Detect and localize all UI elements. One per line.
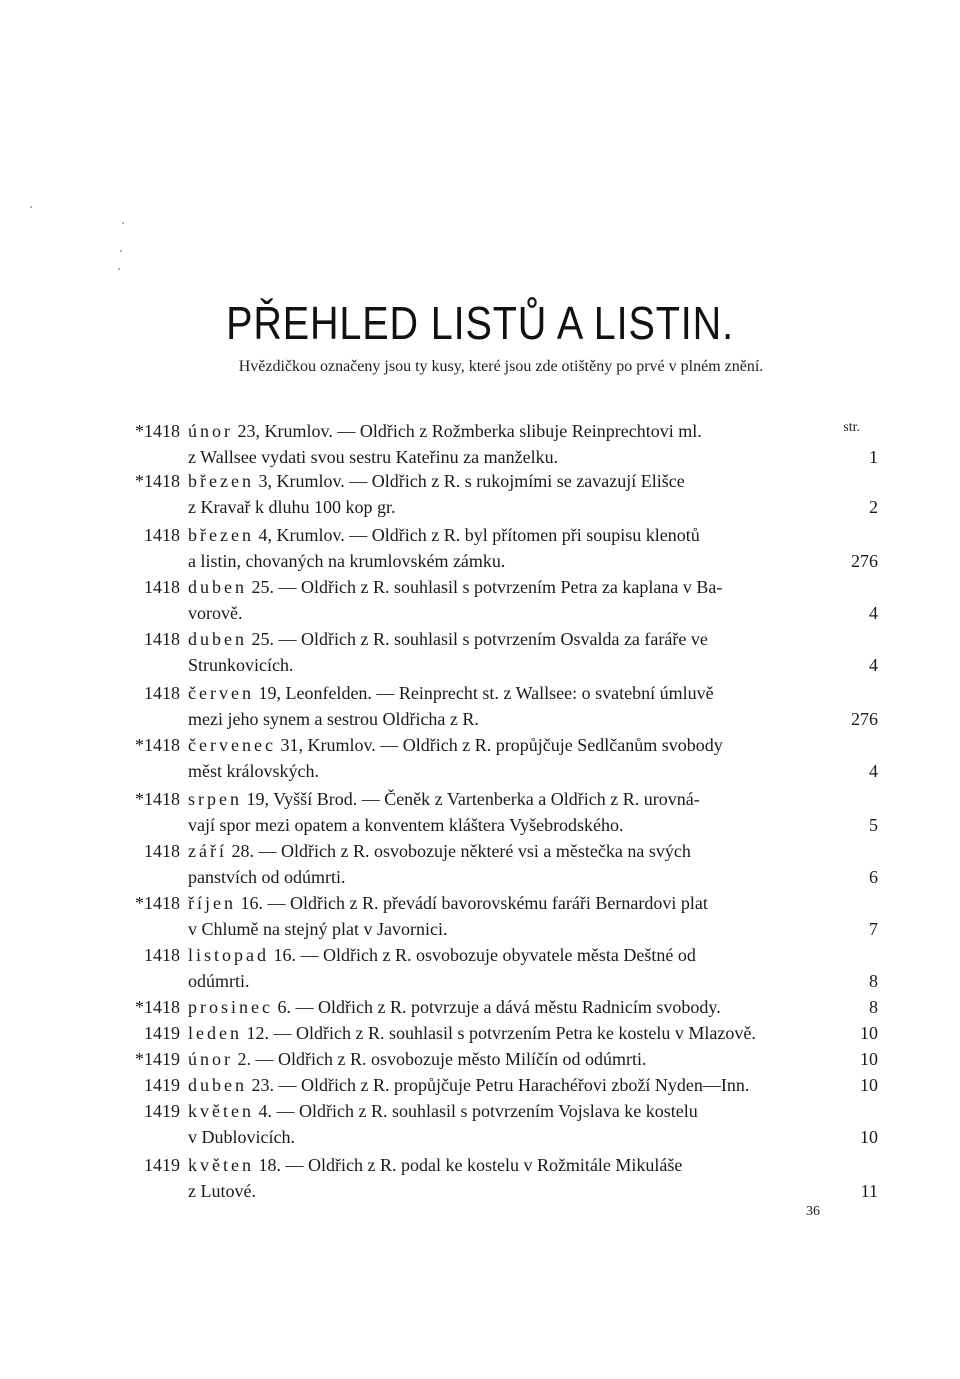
entry-text: 6. — Oldřich z R. potvrzuje a dává městu Radnicím svobody. bbox=[272, 997, 721, 1017]
entry-text: 23. — Oldřich z R. propůjčuje Petru Harachéřovi zboží Nyden—Inn. bbox=[247, 1075, 750, 1095]
entry-text-cont: vorově. bbox=[188, 603, 243, 623]
entry-date: prosinec bbox=[188, 997, 273, 1017]
entry-year: *1418 bbox=[135, 997, 180, 1017]
entry-text: 2. — Oldřich z R. osvobozuje město Milíčín od odúmrti. bbox=[233, 1049, 647, 1069]
entry-date: březen bbox=[188, 471, 254, 491]
entry-page: 6 bbox=[869, 867, 878, 887]
entry-date: leden bbox=[188, 1023, 242, 1043]
entry-year: 1418 bbox=[144, 945, 180, 965]
entry-page: 276 bbox=[851, 709, 878, 729]
entry-text: 4, Krumlov. — Oldřich z R. byl přítomen při soupisu klenotů bbox=[253, 525, 700, 545]
entry-year: 1418 bbox=[144, 525, 180, 545]
entry-text: 25. — Oldřich z R. souhlasil s potvrzením Petra za kaplana v Ba- bbox=[247, 577, 723, 597]
entry-date: listopad bbox=[188, 945, 269, 965]
entry-date: květen bbox=[188, 1101, 254, 1121]
entry-date: březen bbox=[188, 525, 254, 545]
entry-date: červen bbox=[188, 683, 254, 703]
entry-date: duben bbox=[188, 1075, 247, 1095]
entry-text: 12. — Oldřich z R. souhlasil s potvrzením Petra ke kostelu v Mlazově. bbox=[241, 1023, 756, 1043]
entry-page: 8 bbox=[869, 997, 878, 1017]
entry-text-cont: a listin, chovaných na krumlovském zámku. bbox=[188, 551, 506, 571]
entry-date: květen bbox=[188, 1155, 254, 1175]
scan-speck bbox=[118, 268, 120, 270]
entry-date: červenec bbox=[188, 735, 276, 755]
entry-text-cont: v Chlumě na stejný plat v Javornici. bbox=[188, 919, 448, 939]
entry-date: říjen bbox=[188, 893, 236, 913]
entry-page: 7 bbox=[869, 919, 878, 939]
page-title: PŘEHLED LISTŮ A LISTIN. bbox=[226, 297, 734, 349]
entry-text-cont: v Dublovicích. bbox=[188, 1127, 295, 1147]
entry-year: 1418 bbox=[144, 683, 180, 703]
entry-text: 28. — Oldřich z R. osvobozuje některé vsi a městečka na svých bbox=[226, 841, 691, 861]
entry-date: září bbox=[188, 841, 227, 861]
entry-date: srpen bbox=[188, 789, 242, 809]
entry-text-cont: měst královských. bbox=[188, 761, 319, 781]
entry-year: 1419 bbox=[144, 1155, 180, 1175]
entry-text-cont: vají spor mezi opatem a konventem kláštera Vyšebrodského. bbox=[188, 815, 624, 835]
scan-speck bbox=[122, 222, 124, 224]
entry-year: *1418 bbox=[135, 893, 180, 913]
entry-year: *1418 bbox=[135, 789, 180, 809]
scan-speck bbox=[120, 250, 122, 252]
entry-text: 23, Krumlov. — Oldřich z Rožmberka slibuje Reinprechtovi ml. bbox=[233, 421, 702, 441]
entry-page: 10 bbox=[860, 1127, 878, 1147]
entry-text: 18. — Oldřich z R. podal ke kostelu v Rožmitále Mikuláše bbox=[253, 1155, 683, 1175]
entry-year: *1418 bbox=[135, 735, 180, 755]
scan-speck bbox=[30, 206, 32, 208]
entry-text-cont: z Kravař k dluhu 100 kop gr. bbox=[188, 497, 396, 517]
entry-page: 10 bbox=[860, 1049, 878, 1069]
entry-text-cont: z Wallsee vydati svou sestru Kateřinu za manželku. bbox=[188, 447, 559, 467]
entry-page: 4 bbox=[869, 603, 878, 623]
entry-page: 10 bbox=[860, 1023, 878, 1043]
entry-page: 276 bbox=[851, 551, 878, 571]
entry-year: 1418 bbox=[144, 629, 180, 649]
page-column-label: str. bbox=[843, 420, 860, 435]
entry-page: 10 bbox=[860, 1075, 878, 1095]
entry-year: 1418 bbox=[144, 841, 180, 861]
entry-date: duben bbox=[188, 577, 247, 597]
entry-page: 4 bbox=[869, 761, 878, 781]
entry-year: *1418 bbox=[135, 471, 180, 491]
entry-year: *1419 bbox=[135, 1049, 180, 1069]
entry-date: únor bbox=[188, 421, 233, 441]
entry-text: 31, Krumlov. — Oldřich z R. propůjčuje Sedlčanům svobody bbox=[275, 735, 723, 755]
entry-text: 19, Vyšší Brod. — Čeněk z Vartenberka a Oldřich z R. urovná- bbox=[242, 789, 700, 809]
page-number: 36 bbox=[806, 1204, 820, 1219]
entry-text: 19, Leonfelden. — Reinprecht st. z Wallsee: o svatební úmluvě bbox=[253, 683, 714, 703]
entry-page: 8 bbox=[869, 971, 878, 991]
page-subtitle: Hvězdičkou označeny jsou ty kusy, které jsou zde otištěny po prvé v plném znění. bbox=[238, 358, 764, 375]
entry-text-cont: odúmrti. bbox=[188, 971, 250, 991]
entry-date: duben bbox=[188, 629, 247, 649]
entry-text: 25. — Oldřich z R. souhlasil s potvrzením Osvalda za faráře ve bbox=[247, 629, 708, 649]
entry-text-cont: z Lutové. bbox=[188, 1181, 256, 1201]
entry-text: 16. — Oldřich z R. převádí bavorovskému faráři Bernardovi plat bbox=[236, 893, 708, 913]
entry-page: 11 bbox=[860, 1181, 878, 1201]
entry-year: *1418 bbox=[135, 421, 180, 441]
entry-year: 1418 bbox=[144, 577, 180, 597]
entry-year: 1419 bbox=[144, 1075, 180, 1095]
entry-page: 2 bbox=[869, 497, 878, 517]
entry-date: únor bbox=[188, 1049, 233, 1069]
entry-text: 3, Krumlov. — Oldřich z R. s rukojmími se zavazují Elišce bbox=[253, 471, 685, 491]
entry-page: 1 bbox=[869, 447, 878, 467]
entry-page: 4 bbox=[869, 655, 878, 675]
entry-text-cont: mezi jeho synem a sestrou Oldřicha z R. bbox=[188, 709, 479, 729]
entry-text: 4. — Oldřich z R. souhlasil s potvrzením Vojslava ke kostelu bbox=[253, 1101, 698, 1121]
entry-year: 1419 bbox=[144, 1101, 180, 1121]
entry-text: 16. — Oldřich z R. osvobozuje obyvatele města Deštné od bbox=[269, 945, 696, 965]
entry-year: 1419 bbox=[144, 1023, 180, 1043]
entry-text-cont: Strunkovicích. bbox=[188, 655, 294, 675]
entry-page: 5 bbox=[869, 815, 878, 835]
entry-text-cont: panstvích od odúmrti. bbox=[188, 867, 346, 887]
